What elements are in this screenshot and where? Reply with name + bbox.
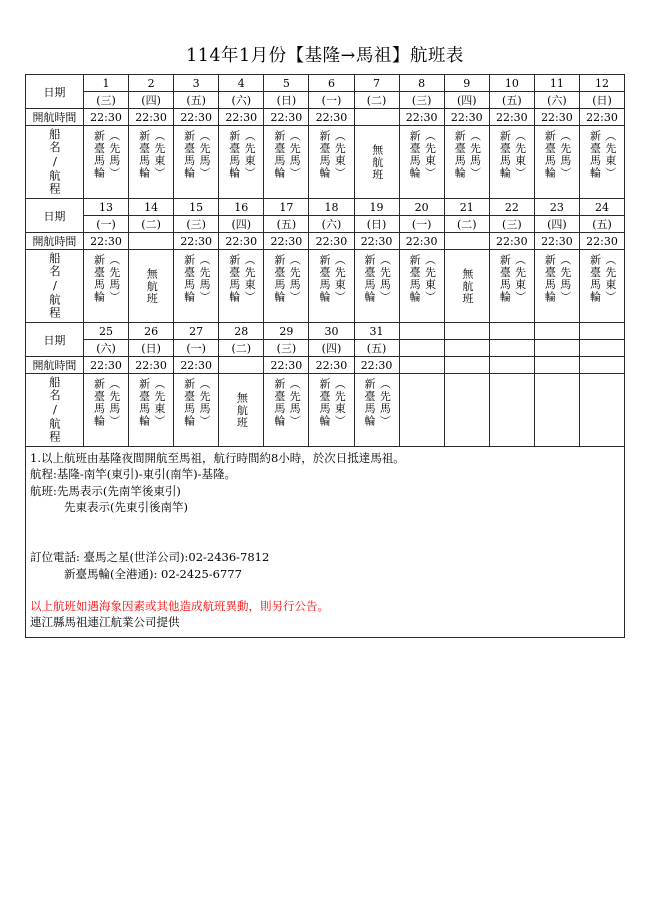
weekday-cell: (四) bbox=[219, 216, 264, 233]
ship-name-label: 新臺馬輪 bbox=[317, 130, 331, 179]
departure-time-cell: 22:30 bbox=[399, 233, 444, 250]
weekday-cell: (四) bbox=[444, 92, 489, 109]
day-number-cell: 17 bbox=[264, 199, 309, 216]
departure-time-cell: 22:30 bbox=[264, 109, 309, 126]
departure-time-cell: 22:30 bbox=[219, 109, 264, 126]
ship-route-content bbox=[219, 126, 263, 198]
no-flight-marker bbox=[219, 374, 263, 446]
day-number-cell: 14 bbox=[129, 199, 174, 216]
weekday-cell: (日) bbox=[264, 92, 309, 109]
day-number-cell: 23 bbox=[534, 199, 579, 216]
notes-block bbox=[25, 447, 625, 638]
weekday-row bbox=[25, 216, 624, 233]
departure-time-cell: 22:30 bbox=[174, 357, 219, 374]
route-label: （先馬） bbox=[107, 254, 121, 303]
route-label: （先東） bbox=[333, 378, 347, 427]
ship-name-label: 新臺馬輪 bbox=[182, 378, 196, 427]
row-header-departure-time: 開航時間 bbox=[25, 357, 83, 374]
day-number-cell bbox=[399, 323, 444, 340]
ship-name-label: 新臺馬輪 bbox=[92, 130, 106, 179]
no-flight-marker bbox=[445, 250, 489, 322]
day-number-cell: 9 bbox=[444, 75, 489, 92]
ship-name-label: 新臺馬輪 bbox=[182, 254, 196, 303]
ship-route-content bbox=[84, 126, 128, 198]
ship-route-cell bbox=[174, 374, 219, 447]
day-number-cell: 29 bbox=[264, 323, 309, 340]
departure-time-row bbox=[25, 233, 624, 250]
notes-spacer-2 bbox=[30, 582, 620, 598]
ship-route-content bbox=[309, 250, 353, 322]
weekday-cell: (五) bbox=[579, 216, 624, 233]
departure-time-cell: 22:30 bbox=[309, 109, 354, 126]
ship-name-label: 新臺馬輪 bbox=[408, 254, 422, 303]
ship-route-content bbox=[264, 250, 308, 322]
no-flight-label: 無航班 bbox=[370, 143, 384, 181]
ship-route-cell bbox=[83, 374, 128, 447]
route-label: （先馬） bbox=[288, 130, 302, 179]
departure-time-cell: 22:30 bbox=[129, 357, 174, 374]
ship-route-cell bbox=[129, 250, 174, 323]
departure-time-cell bbox=[534, 357, 579, 374]
row-header-ship-route-label: 船名/航程 bbox=[47, 376, 62, 444]
note-line-1: 1.以上航班由基隆夜間開航至馬祖，航行時間約8小時，於次日抵達馬祖。 bbox=[30, 451, 405, 465]
weekday-cell: (二) bbox=[444, 216, 489, 233]
route-label: （先東） bbox=[603, 254, 617, 303]
page-title: 114年1月份【基隆→馬祖】航班表 bbox=[186, 46, 464, 66]
route-label: （先東） bbox=[243, 254, 257, 303]
row-header-ship-route bbox=[25, 374, 83, 447]
ship-route-row bbox=[25, 250, 624, 323]
weekday-cell bbox=[444, 340, 489, 357]
ship-route-cell bbox=[534, 126, 579, 199]
departure-time-cell: 22:30 bbox=[83, 109, 128, 126]
departure-time-cell: 22:30 bbox=[579, 109, 624, 126]
weekday-cell: (五) bbox=[264, 216, 309, 233]
ship-name-label: 新臺馬輪 bbox=[137, 378, 151, 427]
route-label: （先東） bbox=[152, 130, 166, 179]
departure-time-cell: 22:30 bbox=[489, 233, 534, 250]
ship-route-cell bbox=[579, 374, 624, 447]
ship-route-cell bbox=[219, 126, 264, 199]
ship-route-content bbox=[355, 374, 399, 446]
ship-route-content bbox=[174, 126, 218, 198]
weekday-cell bbox=[489, 340, 534, 357]
weekday-cell: (四) bbox=[129, 92, 174, 109]
departure-time-cell bbox=[444, 357, 489, 374]
weekday-cell: (日) bbox=[579, 92, 624, 109]
ship-route-cell bbox=[534, 250, 579, 323]
ship-name-label: 新臺馬輪 bbox=[272, 254, 286, 303]
warning-text: 以上航班如遇海象因素或其他造成航班異動，則另行公告。 bbox=[30, 598, 329, 613]
day-number-cell: 24 bbox=[579, 199, 624, 216]
ship-route-content bbox=[445, 126, 489, 198]
weekday-cell: (三) bbox=[264, 340, 309, 357]
note-line-2: 航程:基隆-南竿(東引)-東引(南竿)-基隆。 bbox=[30, 467, 236, 482]
ship-name-label: 新臺馬輪 bbox=[92, 254, 106, 303]
ship-route-cell bbox=[174, 126, 219, 199]
departure-time-cell: 22:30 bbox=[534, 233, 579, 250]
no-flight-marker bbox=[355, 126, 399, 198]
departure-time-cell: 22:30 bbox=[579, 233, 624, 250]
route-label: （先東） bbox=[513, 130, 527, 179]
day-number-cell: 22 bbox=[489, 199, 534, 216]
ship-route-content bbox=[355, 250, 399, 322]
ship-route-content bbox=[400, 250, 444, 322]
day-number-cell: 16 bbox=[219, 199, 264, 216]
row-header-ship-route-label: 船名/航程 bbox=[47, 252, 62, 320]
day-number-cell: 18 bbox=[309, 199, 354, 216]
ship-route-content bbox=[580, 250, 624, 322]
note-line-3: 航班:先馬表示(先南竿後東引) bbox=[30, 483, 181, 498]
row-header-date: 日期 bbox=[25, 323, 83, 357]
day-number-cell: 21 bbox=[444, 199, 489, 216]
weekday-cell bbox=[579, 340, 624, 357]
weekday-cell: (二) bbox=[219, 340, 264, 357]
departure-time-cell: 22:30 bbox=[174, 233, 219, 250]
departure-time-cell bbox=[579, 357, 624, 374]
departure-time-cell: 22:30 bbox=[489, 109, 534, 126]
route-label: （先馬） bbox=[378, 378, 392, 427]
day-number-cell: 1 bbox=[83, 75, 128, 92]
ship-route-content bbox=[129, 126, 173, 198]
weekday-row bbox=[25, 340, 624, 357]
ship-route-cell bbox=[399, 250, 444, 323]
weekday-cell: (一) bbox=[309, 92, 354, 109]
route-label: （先東） bbox=[423, 130, 437, 179]
ship-name-label: 新臺馬輪 bbox=[363, 254, 377, 303]
ship-route-cell bbox=[444, 126, 489, 199]
ship-name-label: 新臺馬輪 bbox=[227, 254, 241, 303]
departure-time-cell: 22:30 bbox=[354, 357, 399, 374]
ship-route-content bbox=[490, 126, 534, 198]
ship-route-content bbox=[219, 250, 263, 322]
departure-time-cell: 22:30 bbox=[309, 233, 354, 250]
departure-time-cell: 22:30 bbox=[399, 109, 444, 126]
ship-name-label: 新臺馬輪 bbox=[498, 254, 512, 303]
day-number-cell: 25 bbox=[83, 323, 128, 340]
date-row bbox=[25, 75, 624, 92]
row-header-date: 日期 bbox=[25, 75, 83, 109]
route-label: （先馬） bbox=[107, 130, 121, 179]
departure-time-cell: 22:30 bbox=[129, 109, 174, 126]
ship-route-cell bbox=[444, 374, 489, 447]
ship-route-cell bbox=[309, 250, 354, 323]
ship-name-label: 新臺馬輪 bbox=[498, 130, 512, 179]
date-row bbox=[25, 199, 624, 216]
ship-name-label: 新臺馬輪 bbox=[543, 130, 557, 179]
ship-route-content bbox=[84, 250, 128, 322]
departure-time-cell: 22:30 bbox=[174, 109, 219, 126]
departure-time-row bbox=[25, 109, 624, 126]
day-number-cell: 27 bbox=[174, 323, 219, 340]
no-flight-marker bbox=[129, 250, 173, 322]
ship-name-label: 新臺馬輪 bbox=[317, 254, 331, 303]
booking-phone-line-2: 新臺馬輪(全港通): 02-2425-6777 bbox=[64, 566, 242, 581]
route-label: （先馬） bbox=[558, 130, 572, 179]
ship-route-cell bbox=[174, 250, 219, 323]
route-label: （先馬） bbox=[197, 378, 211, 427]
ship-route-content bbox=[174, 374, 218, 446]
ship-route-content bbox=[264, 374, 308, 446]
day-number-cell: 8 bbox=[399, 75, 444, 92]
weekday-cell: (二) bbox=[129, 216, 174, 233]
ship-route-cell bbox=[579, 250, 624, 323]
departure-time-row bbox=[25, 357, 624, 374]
flight-schedule-table bbox=[25, 74, 625, 447]
ship-route-content bbox=[490, 250, 534, 322]
ship-name-label: 新臺馬輪 bbox=[543, 254, 557, 303]
departure-time-cell: 22:30 bbox=[534, 109, 579, 126]
route-label: （先馬） bbox=[107, 378, 121, 427]
departure-time-cell bbox=[129, 233, 174, 250]
ship-route-cell bbox=[129, 126, 174, 199]
ship-route-row bbox=[25, 126, 624, 199]
departure-time-cell: 22:30 bbox=[83, 233, 128, 250]
weekday-cell: (三) bbox=[399, 92, 444, 109]
departure-time-cell: 22:30 bbox=[354, 233, 399, 250]
ship-name-label: 新臺馬輪 bbox=[453, 130, 467, 179]
weekday-cell: (六) bbox=[83, 340, 128, 357]
ship-route-cell bbox=[309, 126, 354, 199]
weekday-cell: (一) bbox=[174, 340, 219, 357]
ship-route-cell bbox=[219, 250, 264, 323]
ship-route-cell bbox=[354, 126, 399, 199]
departure-time-cell: 22:30 bbox=[83, 357, 128, 374]
day-number-cell bbox=[534, 323, 579, 340]
provider-text: 連江縣馬祖連江航業公司提供 bbox=[30, 615, 180, 630]
row-header-departure-time: 開航時間 bbox=[25, 233, 83, 250]
departure-time-cell: 22:30 bbox=[264, 357, 309, 374]
booking-phone-line-1: 訂位電話: 臺馬之星(世洋公司):02-2436-7812 bbox=[30, 550, 270, 565]
ship-name-label: 新臺馬輪 bbox=[137, 130, 151, 179]
ship-route-row bbox=[25, 374, 624, 447]
route-label: （先東） bbox=[333, 254, 347, 303]
row-header-departure-time: 開航時間 bbox=[25, 109, 83, 126]
route-label: （先馬） bbox=[197, 254, 211, 303]
ship-route-cell bbox=[354, 250, 399, 323]
ship-route-cell bbox=[579, 126, 624, 199]
day-number-cell: 28 bbox=[219, 323, 264, 340]
day-number-cell: 6 bbox=[309, 75, 354, 92]
weekday-cell: (三) bbox=[83, 92, 128, 109]
ship-route-content bbox=[84, 374, 128, 446]
weekday-cell: (日) bbox=[129, 340, 174, 357]
ship-route-content bbox=[309, 374, 353, 446]
weekday-cell: (五) bbox=[489, 92, 534, 109]
departure-time-cell bbox=[219, 357, 264, 374]
weekday-cell: (六) bbox=[309, 216, 354, 233]
route-label: （先東） bbox=[243, 130, 257, 179]
day-number-cell: 4 bbox=[219, 75, 264, 92]
ship-route-cell bbox=[399, 374, 444, 447]
ship-route-content bbox=[129, 374, 173, 446]
day-number-cell: 5 bbox=[264, 75, 309, 92]
day-number-cell: 11 bbox=[534, 75, 579, 92]
ship-route-cell bbox=[83, 250, 128, 323]
ship-route-content bbox=[309, 126, 353, 198]
departure-time-cell bbox=[444, 233, 489, 250]
row-header-date: 日期 bbox=[25, 199, 83, 233]
row-header-ship-route bbox=[25, 126, 83, 199]
ship-name-label: 新臺馬輪 bbox=[272, 130, 286, 179]
ship-route-cell bbox=[489, 126, 534, 199]
day-number-cell: 13 bbox=[83, 199, 128, 216]
route-label: （先東） bbox=[603, 130, 617, 179]
day-number-cell: 31 bbox=[354, 323, 399, 340]
no-flight-label: 無航班 bbox=[235, 391, 249, 429]
departure-time-cell bbox=[399, 357, 444, 374]
route-label: （先馬） bbox=[468, 130, 482, 179]
ship-route-cell bbox=[444, 250, 489, 323]
route-label: （先東） bbox=[152, 378, 166, 427]
departure-time-cell bbox=[354, 109, 399, 126]
day-number-cell bbox=[444, 323, 489, 340]
day-number-cell: 3 bbox=[174, 75, 219, 92]
ship-name-label: 新臺馬輪 bbox=[588, 130, 602, 179]
weekday-cell: (六) bbox=[534, 92, 579, 109]
departure-time-cell: 22:30 bbox=[444, 109, 489, 126]
weekday-cell: (六) bbox=[219, 92, 264, 109]
note-line-4: 先東表示(先東引後南竿) bbox=[64, 499, 188, 514]
ship-route-cell bbox=[489, 250, 534, 323]
ship-route-content bbox=[535, 126, 579, 198]
notes-spacer bbox=[30, 515, 620, 549]
day-number-cell: 19 bbox=[354, 199, 399, 216]
weekday-cell: (日) bbox=[354, 216, 399, 233]
weekday-cell: (四) bbox=[309, 340, 354, 357]
ship-name-label: 新臺馬輪 bbox=[408, 130, 422, 179]
weekday-row bbox=[25, 92, 624, 109]
route-label: （先馬） bbox=[558, 254, 572, 303]
route-label: （先馬） bbox=[197, 130, 211, 179]
weekday-cell: (五) bbox=[354, 340, 399, 357]
weekday-cell: (一) bbox=[83, 216, 128, 233]
weekday-cell: (一) bbox=[399, 216, 444, 233]
route-label: （先東） bbox=[423, 254, 437, 303]
ship-route-content bbox=[174, 250, 218, 322]
day-number-cell: 10 bbox=[489, 75, 534, 92]
route-label: （先東） bbox=[333, 130, 347, 179]
departure-time-cell: 22:30 bbox=[309, 357, 354, 374]
ship-route-cell bbox=[264, 126, 309, 199]
ship-name-label: 新臺馬輪 bbox=[182, 130, 196, 179]
ship-route-content bbox=[400, 126, 444, 198]
weekday-cell: (三) bbox=[489, 216, 534, 233]
departure-time-cell: 22:30 bbox=[264, 233, 309, 250]
ship-name-label: 新臺馬輪 bbox=[92, 378, 106, 427]
route-label: （先馬） bbox=[288, 254, 302, 303]
day-number-cell: 15 bbox=[174, 199, 219, 216]
weekday-cell: (四) bbox=[534, 216, 579, 233]
route-label: （先東） bbox=[513, 254, 527, 303]
day-number-cell: 2 bbox=[129, 75, 174, 92]
ship-name-label: 新臺馬輪 bbox=[227, 130, 241, 179]
weekday-cell bbox=[399, 340, 444, 357]
ship-route-content bbox=[580, 126, 624, 198]
ship-route-cell bbox=[264, 374, 309, 447]
departure-time-cell: 22:30 bbox=[219, 233, 264, 250]
ship-route-cell bbox=[489, 374, 534, 447]
ship-route-cell bbox=[309, 374, 354, 447]
row-header-ship-route-label: 船名/航程 bbox=[47, 128, 62, 196]
weekday-cell bbox=[534, 340, 579, 357]
day-number-cell: 7 bbox=[354, 75, 399, 92]
ship-route-content bbox=[264, 126, 308, 198]
day-number-cell bbox=[579, 323, 624, 340]
day-number-cell: 20 bbox=[399, 199, 444, 216]
ship-route-content bbox=[535, 250, 579, 322]
no-flight-label: 無航班 bbox=[460, 267, 474, 305]
weekday-cell: (五) bbox=[174, 92, 219, 109]
day-number-cell: 12 bbox=[579, 75, 624, 92]
ship-name-label: 新臺馬輪 bbox=[272, 378, 286, 427]
ship-route-cell bbox=[534, 374, 579, 447]
weekday-cell: (二) bbox=[354, 92, 399, 109]
ship-name-label: 新臺馬輪 bbox=[363, 378, 377, 427]
row-header-ship-route bbox=[25, 250, 83, 323]
ship-route-cell bbox=[129, 374, 174, 447]
day-number-cell: 26 bbox=[129, 323, 174, 340]
ship-route-cell bbox=[219, 374, 264, 447]
ship-route-cell bbox=[354, 374, 399, 447]
ship-name-label: 新臺馬輪 bbox=[588, 254, 602, 303]
day-number-cell: 30 bbox=[309, 323, 354, 340]
no-flight-label: 無航班 bbox=[145, 267, 159, 305]
departure-time-cell bbox=[489, 357, 534, 374]
ship-name-label: 新臺馬輪 bbox=[317, 378, 331, 427]
date-row bbox=[25, 323, 624, 340]
ship-route-cell bbox=[83, 126, 128, 199]
ship-route-cell bbox=[264, 250, 309, 323]
ship-route-cell bbox=[399, 126, 444, 199]
day-number-cell bbox=[489, 323, 534, 340]
weekday-cell: (三) bbox=[174, 216, 219, 233]
route-label: （先馬） bbox=[288, 378, 302, 427]
route-label: （先馬） bbox=[378, 254, 392, 303]
